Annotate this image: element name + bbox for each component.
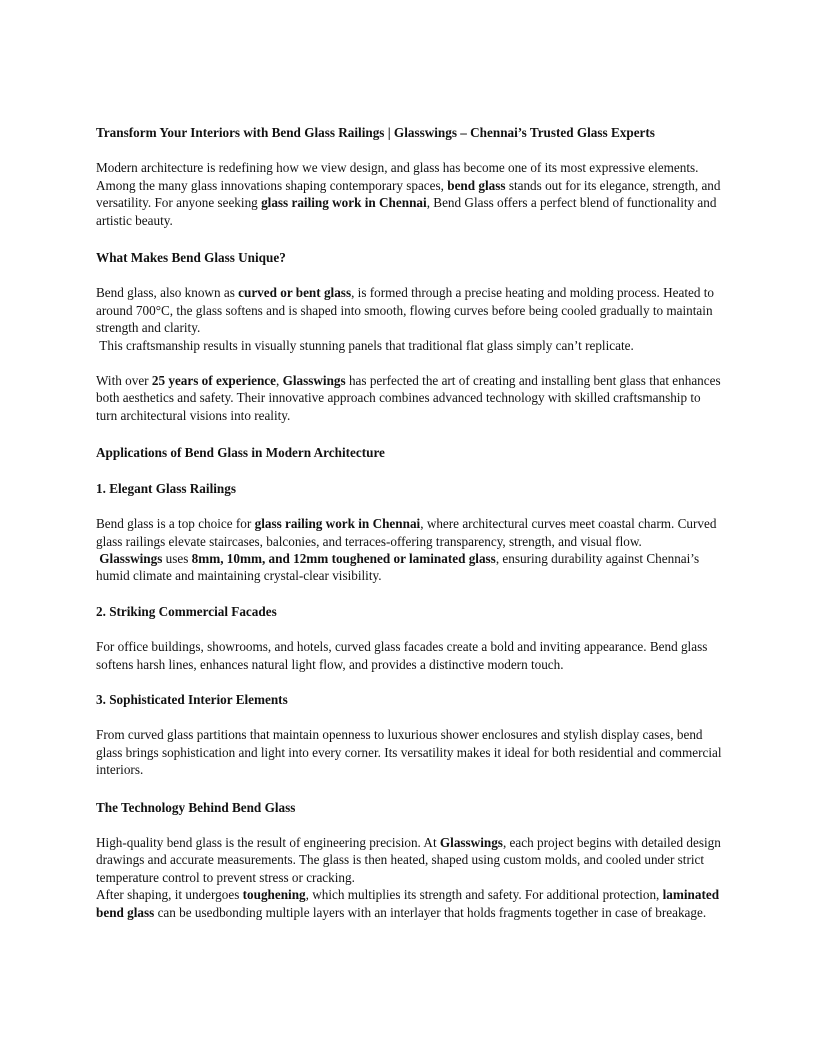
s1-bold-glasswings: Glasswings [99,550,163,566]
tech-p1-bold-glasswings: Glasswings [439,834,503,850]
document-title: Transform Your Interiors with Bend Glass Railings | Glasswings – Chennai’s Trusted Glass Experts [96,125,655,140]
intro-bold-bend-glass: bend glass [447,177,506,193]
unique-p2-text-1: With over [96,373,152,389]
tech-p1-text-2: , each project begins with detailed design drawings and accurate measurements. The glass is then heated, shaped using custom molds, and cooled under strict temperature control to prevent stress or cracking. [96,834,721,885]
tech-p2-text-1: After shaping, it undergoes [96,887,243,903]
unique-p1-text-1: Bend glass, also known as [96,285,239,301]
tech-p2-text-3: can be usedbonding multiple layers with an interlayer that holds fragments together in case of breakage. [154,904,707,920]
section-2-heading: 2. Striking Commercial Facades [96,603,277,619]
s1-text-1: Bend glass is a top choice for [96,516,255,532]
technology-paragraph-2 [96,886,724,921]
intro-text-3: , Bend Glass offers a perfect blend of functionality and artistic beauty. [96,195,717,228]
section-3-paragraph: From curved glass partitions that maintain openness to luxurious shower enclosures and stylish display cases, bend glass brings sophistication and light into every corner. Its versatility makes it ideal for both residential and commercial interiors. [96,727,722,778]
intro-text-1: Modern architecture is redefining how we view design, and glass has become one of its most expressive elements. Among the many glass innovations shaping contemporary spaces, [96,160,699,193]
section-1-paragraph [96,515,724,585]
unique-p2-text-2: , [276,373,283,389]
applications-heading: Applications of Bend Glass in Modern Architecture [96,445,385,461]
unique-p2-bold-glasswings: Glasswings [282,373,346,389]
technology-heading: The Technology Behind Bend Glass [96,799,296,815]
s1-text-2: , where architectural curves meet coastal charm. Curved glass railings elevate staircases, balconies, and terraces-offering transparency, strength, and visual flow. [96,516,717,549]
document-page [96,124,724,921]
s1-bold-glass-spec: 8mm, 10mm, and 12mm toughened or laminated glass [191,550,496,566]
unique-paragraph-1 [96,284,724,336]
tech-p1-text-1: High-quality bend glass is the result of engineering precision. At [96,834,440,850]
intro-bold-railing-work: glass railing work in Chennai [261,195,427,211]
section-1-heading: 1. Elegant Glass Railings [96,480,236,496]
intro-text-2: stands out for its elegance, strength, and versatility. For anyone seeking [96,177,721,211]
s1-text-4: , ensuring durability against Chennai’s humid climate and maintaining crystal-clear visibility. [96,550,700,584]
unique-p2-bold-experience: 25 years of experience [151,373,277,389]
s1-bold-railing-work: glass railing work in Chennai [254,516,421,532]
unique-p2-text-3: has perfected the art of creating and installing bent glass that enhances both aesthetics and safety. Their innovative approach combines advanced technology with skilled craftsmanship to turn architectural visions into reality. [96,373,721,423]
tech-p2-bold-toughening: toughening [242,887,306,903]
unique-paragraph-1-line-2: This craftsmanship results in visually stunning panels that traditional flat glass simply can’t replicate. [96,337,634,353]
intro-paragraph [96,159,724,229]
unique-heading: What Makes Bend Glass Unique? [96,250,286,266]
unique-p1-text-2: , is formed through a precise heating and molding process. Heated to around 700°C, the glass softens and is shaped into smooth, flowing curves before being cooled gradually to maintain strength and clarity. [96,285,714,336]
unique-p1-bold: curved or bent glass [238,285,352,301]
tech-p2-bold-laminated: laminated bend glass [96,887,720,920]
s1-text-3: uses [162,550,192,566]
unique-paragraph-2 [96,372,724,424]
technology-paragraph-1 [96,834,724,886]
tech-p2-text-2: , which multiplies its strength and safety. For additional protection, [305,887,663,903]
section-2-paragraph: For office buildings, showrooms, and hotels, curved glass facades create a bold and inviting appearance. Bend glass softens harsh lines, enhances natural light flow, and provides a distinctive modern touch. [96,639,708,672]
section-3-heading: 3. Sophisticated Interior Elements [96,691,288,707]
